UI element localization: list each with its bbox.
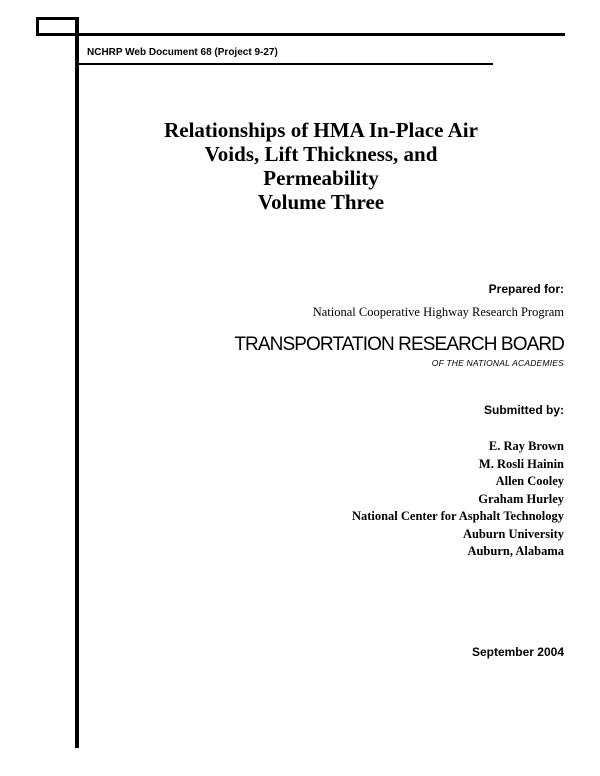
vertical-rule: [75, 17, 79, 748]
organization-line: National Center for Asphalt Technology: [351, 509, 564, 523]
volume-line: Volume Three: [257, 190, 385, 214]
location-line: Auburn, Alabama: [467, 544, 564, 558]
document-id: NCHRP Web Document 68 (Project 9-27): [87, 47, 278, 58]
trb-logo-text: TRANSPORTATION RESEARCH BOARD: [234, 334, 564, 355]
title-line: Relationships of HMA In-Place Air: [164, 118, 478, 142]
top-rule: [36, 33, 565, 36]
organization-line: Auburn University: [462, 526, 564, 541]
trb-logo-subtext: OF THE NATIONAL ACADEMIES: [431, 358, 564, 368]
program-name: National Cooperative Highway Research Program: [312, 305, 564, 319]
title-line: Voids, Lift Thickness, and: [204, 142, 438, 166]
publication-date: September 2004: [471, 645, 564, 659]
title-line: Permeability: [263, 166, 379, 190]
document-title: [100, 118, 542, 214]
submitted-by-label: Submitted by:: [484, 403, 564, 417]
author-line: M. Rosli Hainin: [478, 456, 564, 471]
authors-block: [352, 438, 564, 561]
header-underline: [75, 63, 493, 65]
author-line: E. Ray Brown: [488, 439, 564, 453]
prepared-for-label: Prepared for:: [488, 282, 564, 296]
author-line: Graham Hurley: [478, 491, 564, 506]
author-line: Allen Cooley: [495, 474, 564, 488]
